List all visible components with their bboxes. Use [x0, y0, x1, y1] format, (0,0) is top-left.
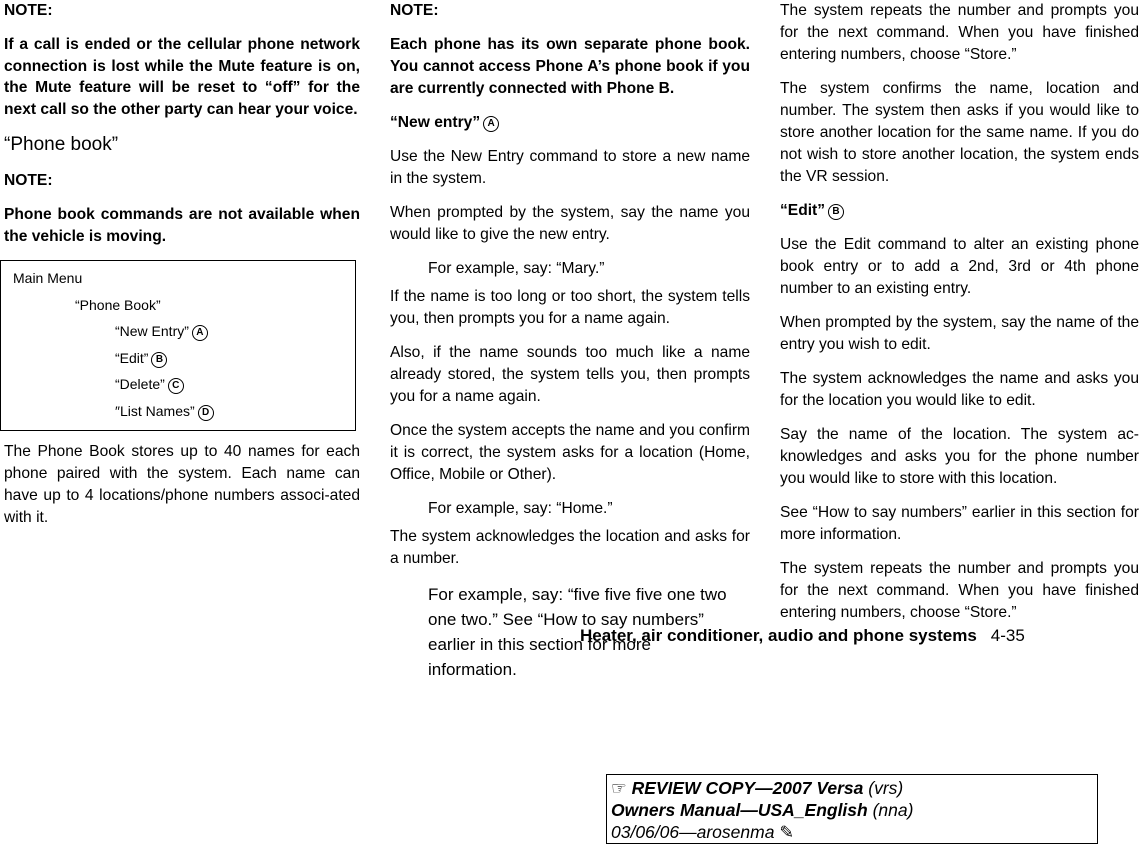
- paragraph: Also, if the name sounds too much like a name already stored, the system tells you, then prompts you for a name again.: [390, 344, 750, 405]
- paragraph: Use the Edit command to alter an existing phone book entry or to add a 2nd, 3rd or 4th phone number to an existing entry.: [780, 236, 1139, 297]
- marker-d-icon: D: [198, 405, 214, 421]
- menu-main-label: Main Menu: [13, 270, 83, 286]
- example-text: For example, say: “Home.”: [428, 500, 613, 517]
- marker-a-icon: A: [483, 116, 499, 132]
- review-line-2: [611, 799, 1097, 821]
- new-entry-heading: [390, 112, 750, 134]
- page-footer: [580, 626, 1025, 646]
- heading-label: “Edit”: [780, 202, 826, 219]
- paragraph: The system repeats the number and prompts you for the next command. When you have finished entering numbers, choose “Store.”: [780, 2, 1139, 63]
- menu-item-label: “Delete”: [115, 376, 165, 392]
- paragraph: See “How to say numbers” earlier in this section for more information.: [780, 504, 1139, 543]
- menu-item-label: “Edit”: [115, 349, 149, 366]
- paragraph: Say the name of the location. The system ac-knowledges and asks you for the phone number you would like to store with this location.: [780, 426, 1139, 487]
- note-text: If a call is ended or the cellular phone network connection is lost while the Mute feature is on, the Mute feature will be reset to “off” for the next call so the other party can hear your voice.: [4, 36, 360, 118]
- pointing-hand-icon: ☞: [611, 778, 627, 798]
- edit-heading: [780, 200, 1139, 222]
- review-line-3: [611, 821, 1097, 843]
- marker-b-icon: B: [151, 352, 167, 368]
- page-number: 4-35: [990, 626, 1025, 645]
- marker-a-icon: A: [192, 325, 208, 341]
- paragraph: Once the system accepts the name and you confirm it is correct, the system asks for a location (Home, Office, Mobile or Other).: [390, 422, 750, 483]
- example-text: For example, say: “five five five one two one two.” See “How to say numbers” earlier in this section for more information.: [428, 585, 727, 679]
- menu-item-delete: [13, 371, 355, 398]
- marker-b-icon: B: [828, 204, 844, 220]
- example-text: For example, say: “Mary.”: [428, 260, 605, 277]
- paragraph: The system acknowledges the location and asks for a number.: [390, 528, 750, 567]
- footer-section-title: Heater, air conditioner, audio and phone systems: [580, 626, 977, 645]
- menu-item-label: ″List Names”: [115, 402, 195, 419]
- menu-item-edit: [13, 345, 355, 372]
- column-3: [780, 0, 1139, 636]
- paragraph: When prompted by the system, say the name of the entry you wish to edit.: [780, 314, 1139, 353]
- review-date: 03/06/06—arosenma: [611, 822, 775, 842]
- pencil-icon: ✎: [779, 822, 794, 842]
- review-manual: Owners Manual—USA_English: [611, 800, 868, 820]
- review-code: (vrs): [868, 778, 904, 798]
- heading-label: “New entry”: [390, 114, 481, 131]
- paragraph: If the name is too long or too short, the system tells you, then prompts you for a name again.: [390, 288, 750, 327]
- note-heading: NOTE:: [4, 172, 53, 189]
- review-copy-stamp: [606, 774, 1098, 844]
- note-heading: NOTE:: [390, 2, 439, 19]
- note-heading: NOTE:: [4, 2, 53, 19]
- menu-item-new-entry: [13, 318, 355, 345]
- menu-item-list-names: [13, 398, 355, 425]
- review-line-1: [611, 777, 1097, 799]
- paragraph: When prompted by the system, say the name you would like to give the new entry.: [390, 204, 750, 243]
- note-text: Phone book commands are not available when the vehicle is moving.: [4, 206, 360, 245]
- column-2: [390, 0, 750, 688]
- section-title-phone-book: “Phone book”: [4, 134, 119, 155]
- paragraph: The system repeats the number and prompts you for the next command. When you have finished entering numbers, choose “Store.”: [780, 560, 1139, 621]
- review-title: REVIEW COPY—2007 Versa: [631, 778, 864, 798]
- paragraph: Use the New Entry command to store a new name in the system.: [390, 148, 750, 187]
- column-1: [4, 0, 360, 541]
- note-text: Each phone has its own separate phone book. You cannot access Phone A’s phone book if you are currently connected with Phone B.: [390, 36, 750, 97]
- review-code: (nna): [872, 800, 914, 820]
- marker-c-icon: C: [168, 378, 184, 394]
- paragraph: The system acknowledges the name and asks you for the location you would like to edit.: [780, 370, 1139, 409]
- menu-phone-book-label: “Phone Book”: [75, 296, 161, 313]
- paragraph: The Phone Book stores up to 40 names for each phone paired with the system. Each name can have up to 4 locations/phone numbers associ-ated with it.: [4, 443, 360, 526]
- menu-item-label: “New Entry”: [115, 323, 189, 339]
- paragraph: The system confirms the name, location and number. The system then asks if you would like to store another location for the same name. If you do not wish to store another location, the system ends the VR session.: [780, 80, 1139, 185]
- menu-tree-box: [0, 260, 356, 431]
